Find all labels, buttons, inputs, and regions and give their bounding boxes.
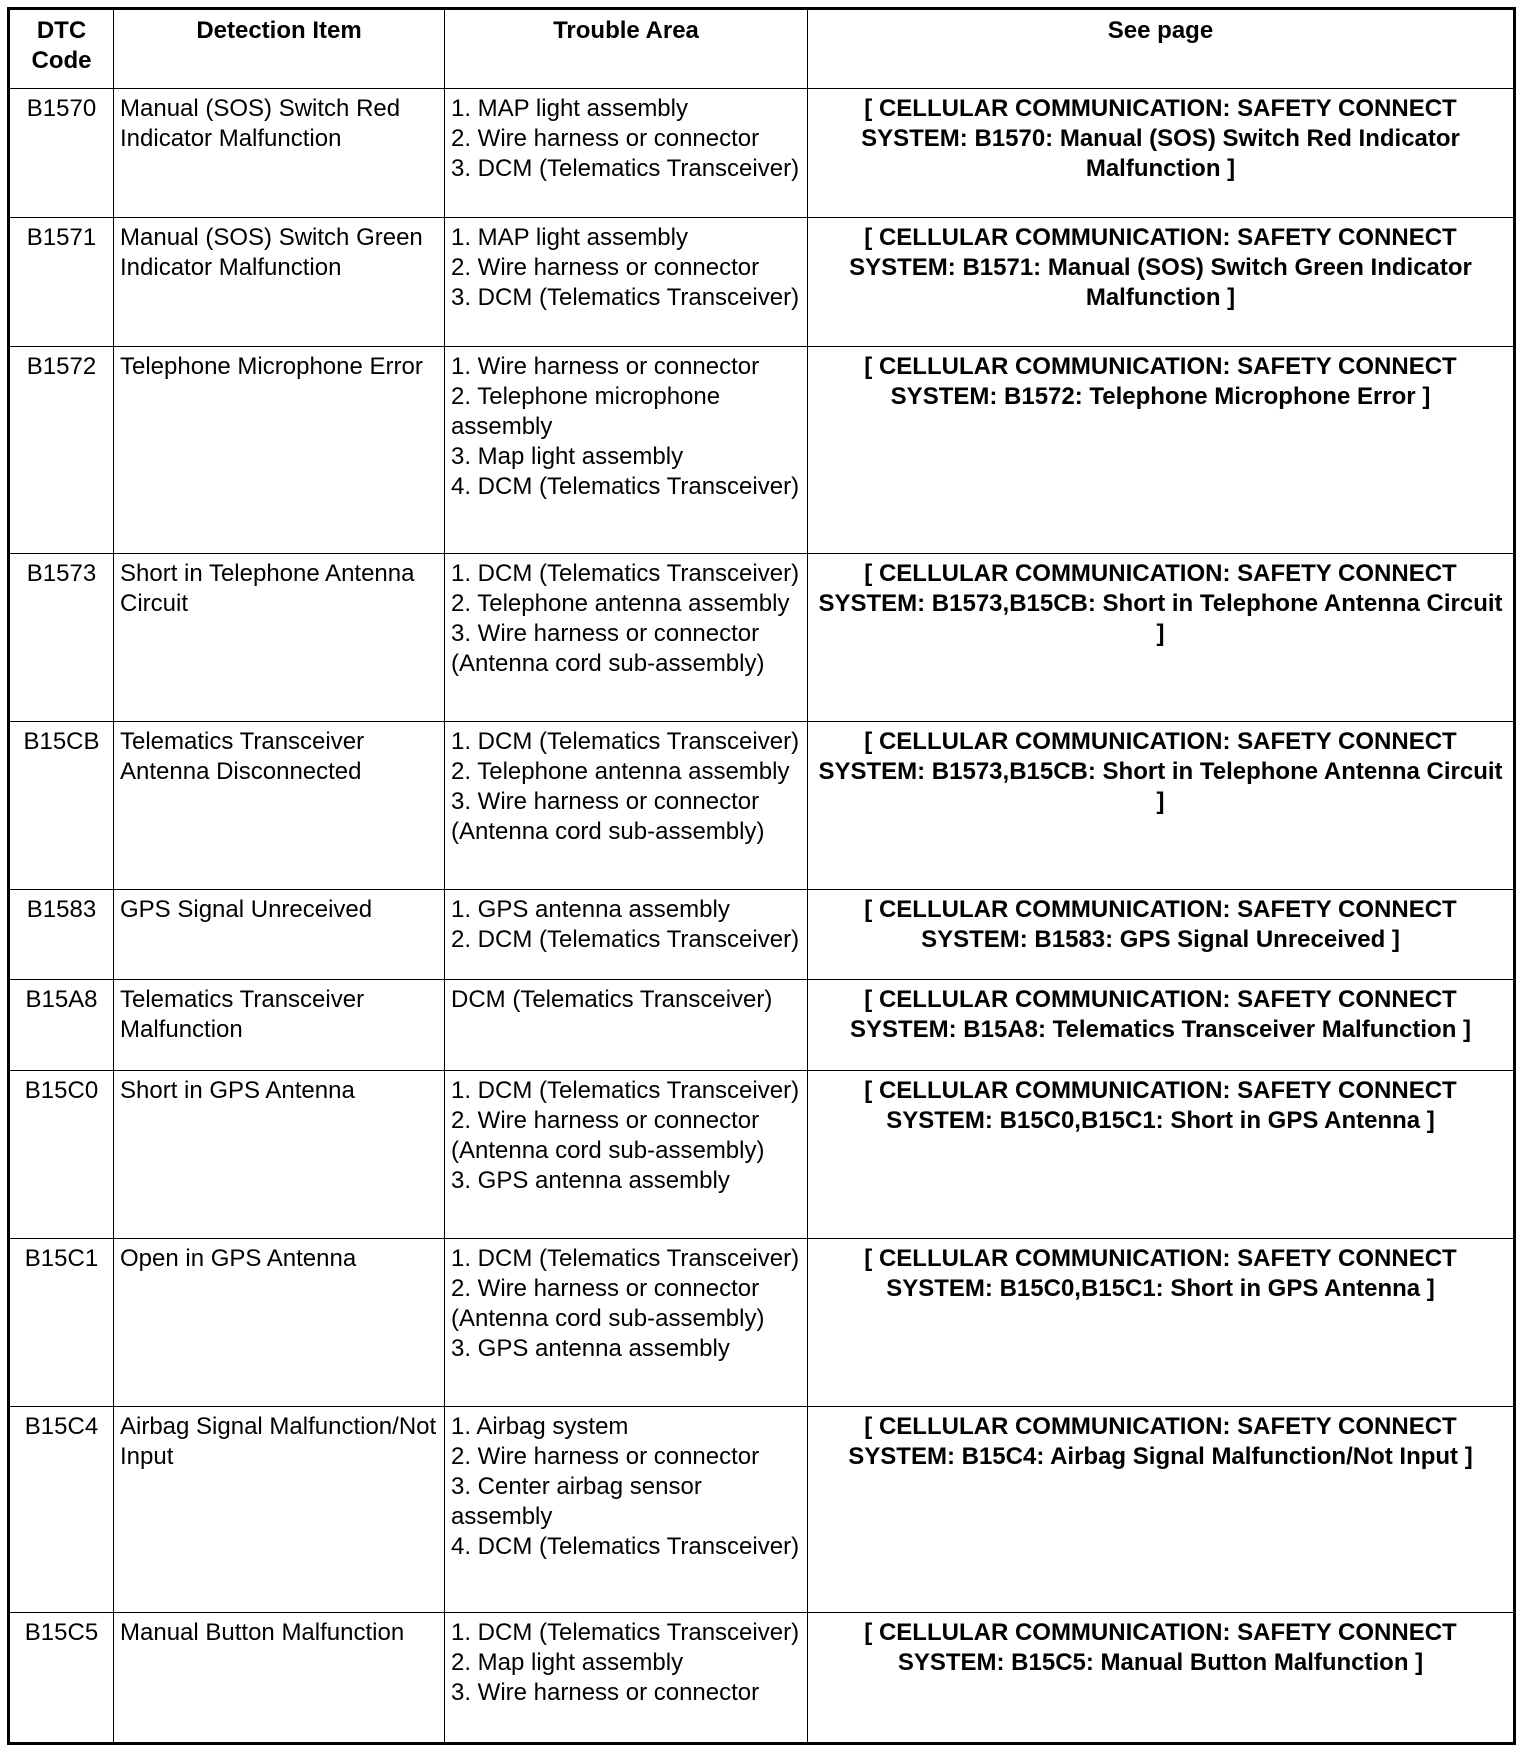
- trouble-area-cell: [445, 980, 808, 1070]
- trouble-area-line: 1. MAP light assembly: [451, 95, 688, 122]
- header-dtc-code-line1: DTC: [36, 17, 87, 44]
- table-row: [9, 218, 1515, 347]
- trouble-area-line: 2. Telephone antenna assembly: [451, 758, 790, 786]
- see-page-link[interactable]: [ CELLULAR COMMUNICATION: SAFETY CONNECT SYSTEM: B15C0,B15C1: Short in GPS Antenna ]: [808, 1238, 1515, 1406]
- dtc-table: [7, 7, 1516, 1745]
- dtc-code-cell: B15A8: [9, 980, 114, 1070]
- trouble-area-line: 1. DCM (Telematics Transceiver): [451, 1244, 800, 1272]
- dtc-code-cell: B1573: [9, 554, 114, 722]
- dtc-code-cell: B15C0: [9, 1070, 114, 1238]
- see-page-link[interactable]: [ CELLULAR COMMUNICATION: SAFETY CONNECT SYSTEM: B15C5: Manual Button Malfunction ]: [808, 1613, 1515, 1744]
- see-page-link[interactable]: [ CELLULAR COMMUNICATION: SAFETY CONNECT SYSTEM: B1573,B15CB: Short in Telephone Antenna Circuit ]: [808, 722, 1515, 890]
- detection-item-cell: GPS Signal Unreceived: [114, 889, 445, 979]
- see-page-link[interactable]: [ CELLULAR COMMUNICATION: SAFETY CONNECT SYSTEM: B1573,B15CB: Short in Telephone Antenna Circuit ]: [808, 554, 1515, 722]
- trouble-area-line: 3. Wire harness or connector (Antenna cord sub-assembly): [451, 788, 765, 846]
- table-row: [9, 980, 1515, 1070]
- trouble-area-line: 2. Telephone microphone assembly: [451, 383, 721, 441]
- detection-item-cell: Manual (SOS) Switch Red Indicator Malfunction: [114, 89, 445, 218]
- table-row: [9, 1613, 1515, 1744]
- table-row: [9, 554, 1515, 722]
- dtc-code-cell: B1570: [9, 89, 114, 218]
- detection-item-cell: Telephone Microphone Error: [114, 347, 445, 554]
- trouble-area-cell: [445, 1238, 808, 1406]
- trouble-area-line: 3. Wire harness or connector (Antenna cord sub-assembly): [451, 620, 765, 678]
- trouble-area-line: 2. Map light assembly: [451, 1649, 684, 1677]
- detection-item-cell: Short in Telephone Antenna Circuit: [114, 554, 445, 722]
- detection-item-cell: Open in GPS Antenna: [114, 1238, 445, 1406]
- trouble-area-cell: [445, 889, 808, 979]
- trouble-area-line: 4. DCM (Telematics Transceiver): [451, 1532, 800, 1560]
- trouble-area-cell: [445, 1070, 808, 1238]
- see-page-link[interactable]: [ CELLULAR COMMUNICATION: SAFETY CONNECT SYSTEM: B15C4: Airbag Signal Malfunction/Not Input ]: [808, 1406, 1515, 1613]
- trouble-area-line: 1. DCM (Telematics Transceiver): [451, 1076, 800, 1104]
- trouble-area-cell: [445, 89, 808, 218]
- table-row: [9, 89, 1515, 218]
- trouble-area-line: 3. DCM (Telematics Transceiver): [451, 284, 800, 312]
- trouble-area-line: 3. Center airbag sensor assembly: [451, 1472, 702, 1530]
- trouble-area-line: DCM (Telematics Transceiver): [451, 986, 773, 1014]
- trouble-area-cell: [445, 554, 808, 722]
- header-detection-item: Detection Item: [114, 9, 445, 89]
- trouble-area-cell: [445, 347, 808, 554]
- see-page-link[interactable]: [ CELLULAR COMMUNICATION: SAFETY CONNECT SYSTEM: B1570: Manual (SOS) Switch Red Indicator Malfunction ]: [808, 89, 1515, 218]
- trouble-area-line: 1. DCM (Telematics Transceiver): [451, 560, 800, 588]
- trouble-area-line: 1. MAP light assembly: [451, 224, 688, 252]
- dtc-code-cell: B1583: [9, 889, 114, 979]
- trouble-area-line: 2. Wire harness or connector (Antenna cord sub-assembly): [451, 1106, 765, 1164]
- table-row: [9, 347, 1515, 554]
- trouble-area-line: 2. Wire harness or connector (Antenna cord sub-assembly): [451, 1274, 765, 1332]
- header-see-page: See page: [808, 9, 1515, 89]
- trouble-area-line: 1. DCM (Telematics Transceiver): [451, 728, 800, 756]
- trouble-area-line: 3. GPS antenna assembly: [451, 1166, 730, 1194]
- detection-item-cell: Airbag Signal Malfunction/Not Input: [114, 1406, 445, 1613]
- dtc-code-cell: B15C5: [9, 1613, 114, 1744]
- detection-item-cell: Telematics Transceiver Antenna Disconnected: [114, 722, 445, 890]
- table-row: [9, 722, 1515, 890]
- trouble-area-line: 1. DCM (Telematics Transceiver): [451, 1619, 800, 1647]
- trouble-area-cell: [445, 218, 808, 347]
- trouble-area-line: 3. GPS antenna assembly: [451, 1334, 730, 1362]
- see-page-link[interactable]: [ CELLULAR COMMUNICATION: SAFETY CONNECT SYSTEM: B1571: Manual (SOS) Switch Green Indicator Malfunction ]: [808, 218, 1515, 347]
- detection-item-cell: Short in GPS Antenna: [114, 1070, 445, 1238]
- trouble-area-line: 3. Map light assembly: [451, 443, 684, 471]
- trouble-area-line: 1. Wire harness or connector: [451, 353, 760, 381]
- trouble-area-cell: [445, 1613, 808, 1744]
- dtc-code-cell: B1571: [9, 218, 114, 347]
- trouble-area-line: 3. Wire harness or connector: [451, 1679, 760, 1707]
- trouble-area-line: 3. DCM (Telematics Transceiver): [451, 155, 800, 182]
- table-row: [9, 1070, 1515, 1238]
- table-row: [9, 1238, 1515, 1406]
- trouble-area-line: 1. GPS antenna assembly: [451, 895, 730, 923]
- trouble-area-cell: [445, 1406, 808, 1613]
- header-trouble-area: Trouble Area: [445, 9, 808, 89]
- trouble-area-line: 2. Wire harness or connector: [451, 1442, 760, 1470]
- header-dtc-code-line2: Code: [31, 47, 92, 74]
- see-page-link[interactable]: [ CELLULAR COMMUNICATION: SAFETY CONNECT SYSTEM: B1583: GPS Signal Unreceived ]: [808, 889, 1515, 979]
- see-page-link[interactable]: [ CELLULAR COMMUNICATION: SAFETY CONNECT SYSTEM: B1572: Telephone Microphone Error ]: [808, 347, 1515, 554]
- trouble-area-cell: [445, 722, 808, 890]
- see-page-link[interactable]: [ CELLULAR COMMUNICATION: SAFETY CONNECT SYSTEM: B15C0,B15C1: Short in GPS Antenna ]: [808, 1070, 1515, 1238]
- see-page-link[interactable]: [ CELLULAR COMMUNICATION: SAFETY CONNECT SYSTEM: B15A8: Telematics Transceiver Malfunction ]: [808, 980, 1515, 1070]
- trouble-area-line: 2. Wire harness or connector: [451, 125, 760, 152]
- trouble-area-line: 2. DCM (Telematics Transceiver): [451, 925, 800, 953]
- trouble-area-line: 2. Wire harness or connector: [451, 254, 760, 282]
- dtc-code-cell: B1572: [9, 347, 114, 554]
- dtc-code-cell: B15C4: [9, 1406, 114, 1613]
- detection-item-cell: Manual (SOS) Switch Green Indicator Malfunction: [114, 218, 445, 347]
- detection-item-cell: Manual Button Malfunction: [114, 1613, 445, 1744]
- detection-item-cell: Telematics Transceiver Malfunction: [114, 980, 445, 1070]
- table-row: [9, 1406, 1515, 1613]
- dtc-code-cell: B15C1: [9, 1238, 114, 1406]
- dtc-code-cell: B15CB: [9, 722, 114, 890]
- trouble-area-line: 4. DCM (Telematics Transceiver): [451, 473, 800, 501]
- header-dtc-code: [9, 9, 114, 89]
- trouble-area-line: 1. Airbag system: [451, 1412, 629, 1440]
- table-row: [9, 889, 1515, 979]
- header-row: [9, 9, 1515, 89]
- trouble-area-line: 2. Telephone antenna assembly: [451, 590, 790, 618]
